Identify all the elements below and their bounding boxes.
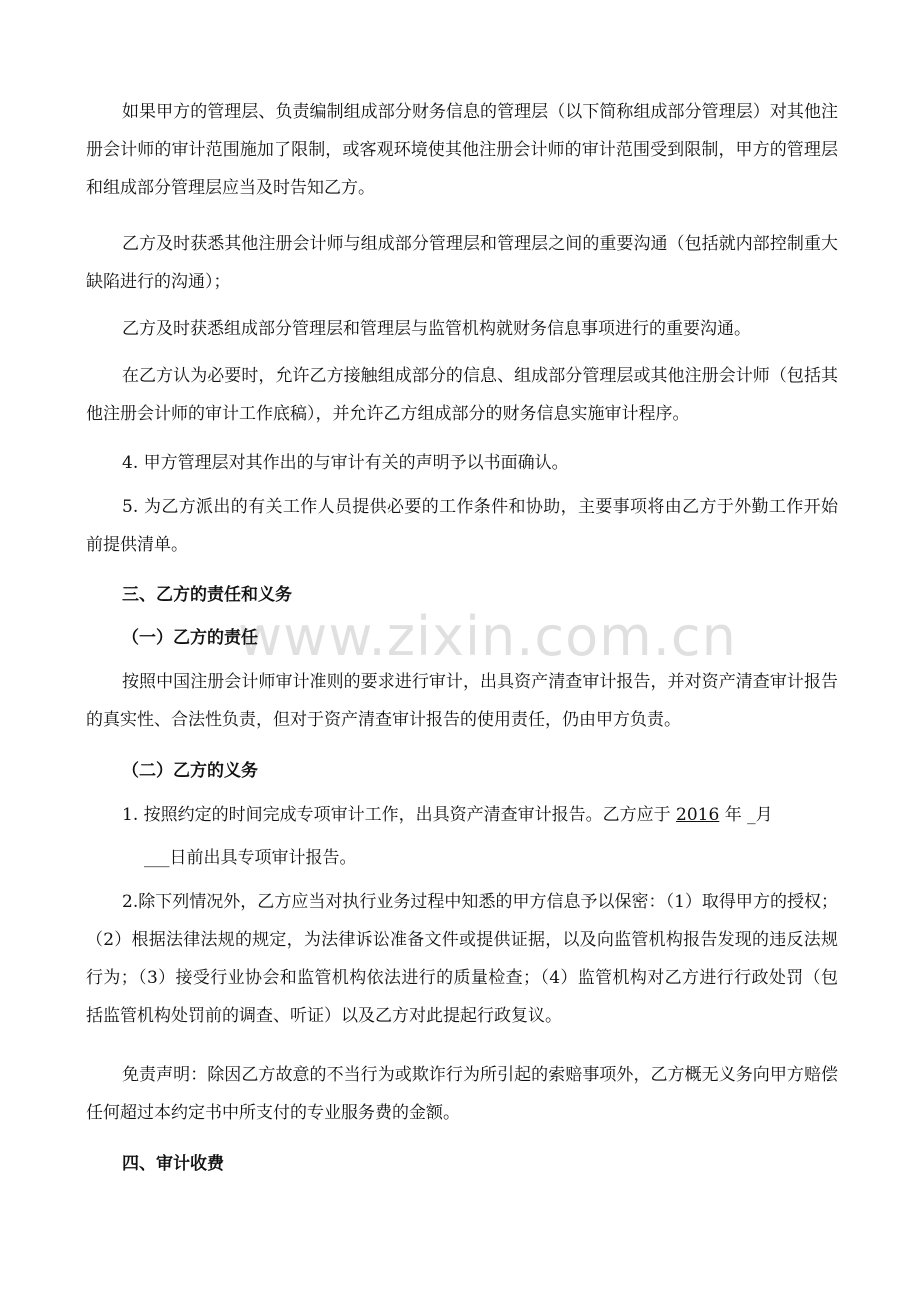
paragraph-disclaimer: 免责声明：除因乙方故意的不当行为或欺诈行为所引起的索赔事项外，乙方概无义务向甲方赔偿任何超过本约定书中所支付的专业服务费的金额。 xyxy=(86,1065,838,1123)
section-4-title: 四、审计收费 xyxy=(122,1154,224,1174)
paragraph-communications-with-auditors: 乙方及时获悉其他注册会计师与组成部分管理层和管理层之间的重要沟通（包括就内部控制重大缺陷进行的沟通）； xyxy=(86,234,838,292)
watermark: www.zixin.com.cn xyxy=(238,605,737,668)
item-1-text: 1. 按照约定的时间完成专项审计工作，出具资产清查审计报告。乙方应于 xyxy=(122,805,677,825)
paragraph-access-to-information: 在乙方认为必要时，允许乙方接触组成部分的信息、组成部分管理层或其他注册会计师（包括其他注册会计师的审计工作底稿），并允许乙方组成部分的财务信息实施审计程序。 xyxy=(86,366,838,424)
obligation-item-1 xyxy=(86,796,838,834)
paragraph-written-representations: 4. 甲方管理层对其作出的与审计有关的声明予以书面确认。 xyxy=(122,453,569,473)
year-unit: 年 xyxy=(719,805,748,825)
paragraph-working-conditions: 5. 为乙方派出的有关工作人员提供必要的工作条件和协助，主要事项将由乙方于外勤工作开始前提供清单。 xyxy=(86,497,838,555)
month-blank: _ xyxy=(747,805,756,825)
report-year: 2016 xyxy=(676,805,720,825)
month-unit: 月 xyxy=(755,805,773,825)
paragraph-responsibility: 按照中国注册会计师审计准则的要求进行审计，出具资产清查审计报告，并对资产清查审计报告的真实性、合法性负责，但对于资产清查审计报告的使用责任，仍由甲方负责。 xyxy=(86,672,838,730)
section-3-title: 三、乙方的责任和义务 xyxy=(122,585,292,605)
obligation-item-2-confidentiality: 2.除下列情况外，乙方应当对执行业务过程中知悉的甲方信息予以保密：（1）取得甲方的授权；（2）根据法律法规的规定，为法律诉讼准备文件或提供证据，以及向监管机构报告发现的违反法规行为；（3）接受行业协会和监管机构依法进行的质量检查；（4）监管机构对乙方进行行政处罚（包括监管机构处罚前的调查、听证）以及乙方对此提起行政复议。 xyxy=(86,892,838,1026)
day-unit: 日前出具专项审计报告。 xyxy=(169,848,357,868)
day-blank: ___ xyxy=(144,848,170,868)
paragraph-communications-with-regulators: 乙方及时获悉组成部分管理层和管理层与监管机构就财务信息事项进行的重要沟通。 xyxy=(122,319,751,339)
paragraph-component-management-limits: 如果甲方的管理层、负责编制组成部分财务信息的管理层（以下简称组成部分管理层）对其他注册会计师的审计范围施加了限制，或客观环境使其他注册会计师的审计范围受到限制，甲方的管理层和组成部分管理层应当及时告知乙方。 xyxy=(86,102,838,198)
subsection-1-title: （一）乙方的责任 xyxy=(122,628,258,648)
subsection-2-title: （二）乙方的义务 xyxy=(122,761,258,781)
obligation-item-1-continued xyxy=(144,839,838,877)
